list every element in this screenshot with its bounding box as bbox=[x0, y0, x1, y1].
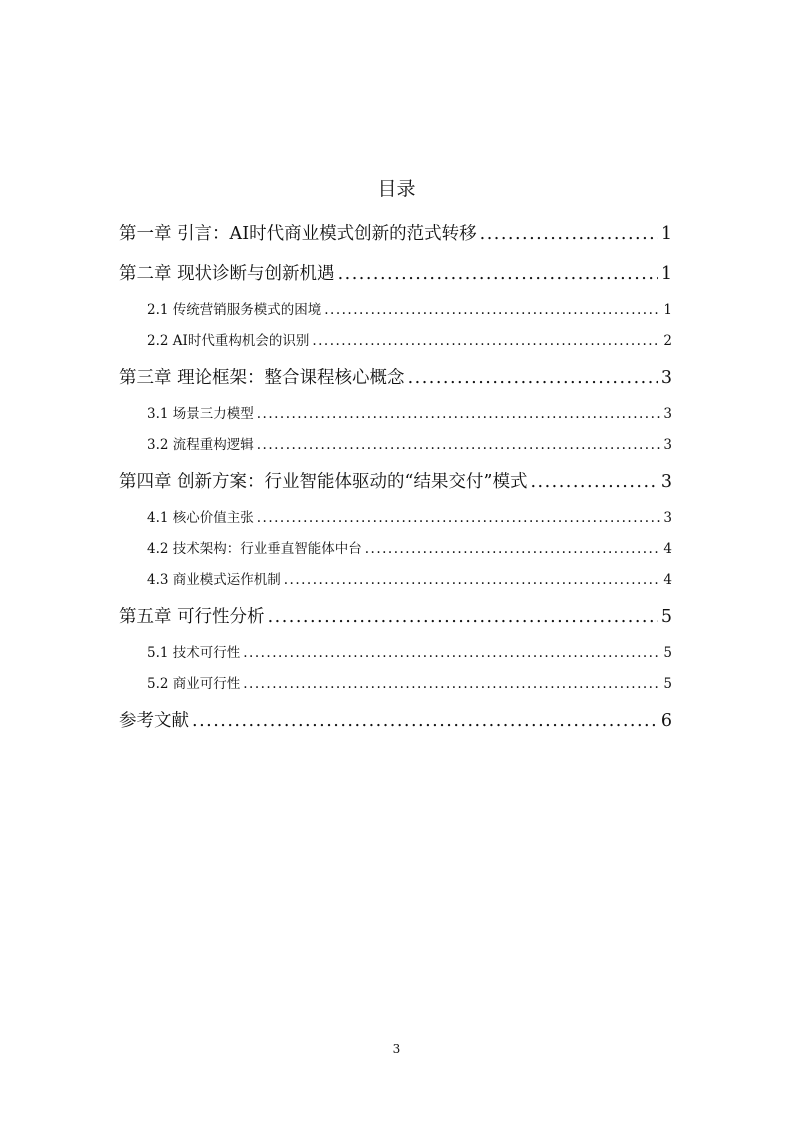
toc-entry-text: 4.1 核心价值主张 bbox=[147, 510, 254, 526]
dot-leader bbox=[312, 330, 660, 352]
toc-entry-section-4-1[interactable] bbox=[147, 507, 672, 529]
toc-entry-page: 6 bbox=[660, 711, 672, 731]
toc-entry-page: 1 bbox=[660, 224, 672, 244]
toc-title: 目录 bbox=[377, 178, 416, 200]
dot-leader bbox=[480, 221, 658, 247]
toc-entry-section-5-2[interactable] bbox=[147, 673, 672, 695]
toc-entry-page: 5 bbox=[663, 645, 672, 661]
dot-leader bbox=[284, 569, 661, 591]
toc-entry-page: 3 bbox=[663, 510, 672, 526]
toc-entry-page: 2 bbox=[663, 333, 672, 349]
toc-entry-chapter-2[interactable] bbox=[119, 261, 672, 287]
toc-entry-text: 3.2 流程重构逻辑 bbox=[147, 437, 254, 453]
toc-entry-page: 3 bbox=[660, 368, 672, 388]
dot-leader bbox=[192, 708, 658, 734]
toc-entry-page: 3 bbox=[663, 437, 672, 453]
dot-leader bbox=[243, 642, 660, 664]
toc-entry-text: 第二章 现状诊断与创新机遇 bbox=[119, 264, 335, 284]
toc-entry-chapter-3[interactable] bbox=[119, 365, 672, 391]
toc-entry-text: 2.2 AI时代重构机会的识别 bbox=[147, 333, 310, 349]
dot-leader bbox=[257, 507, 661, 529]
toc-entry-text: 2.1 传统营销服务模式的困境 bbox=[147, 302, 322, 318]
dot-leader bbox=[530, 469, 657, 495]
page-number: 3 bbox=[392, 1042, 401, 1056]
toc-entry-text: 第五章 可行性分析 bbox=[119, 607, 265, 627]
toc-entry-chapter-1[interactable] bbox=[119, 221, 672, 247]
dot-leader bbox=[338, 261, 658, 287]
toc-entry-text: 4.2 技术架构：行业垂直智能体中台 bbox=[147, 541, 362, 557]
toc-entry-chapter-5[interactable] bbox=[119, 604, 672, 630]
toc-entry-page: 3 bbox=[660, 472, 672, 492]
toc-entry-text: 参考文献 bbox=[119, 711, 189, 731]
toc-entry-text: 第一章 引言：AI时代商业模式创新的范式转移 bbox=[119, 224, 477, 244]
toc-entry-references[interactable] bbox=[119, 708, 672, 734]
dot-leader bbox=[324, 299, 660, 321]
dot-leader bbox=[243, 673, 660, 695]
toc-entry-section-3-2[interactable] bbox=[147, 434, 672, 456]
dot-leader bbox=[268, 604, 658, 630]
toc-entry-page: 1 bbox=[660, 264, 672, 284]
dot-leader bbox=[408, 365, 658, 391]
toc-entry-text: 第四章 创新方案：行业智能体驱动的“结果交付”模式 bbox=[119, 472, 528, 492]
toc-entry-section-4-2[interactable] bbox=[147, 538, 672, 560]
toc-entry-page: 1 bbox=[663, 302, 672, 318]
toc-entry-section-3-1[interactable] bbox=[147, 403, 672, 425]
toc-entry-text: 4.3 商业模式运作机制 bbox=[147, 572, 281, 588]
toc-entry-page: 4 bbox=[663, 541, 672, 557]
toc-entry-section-4-3[interactable] bbox=[147, 569, 672, 591]
toc-entry-text: 3.1 场景三力模型 bbox=[147, 406, 254, 422]
toc-entry-section-5-1[interactable] bbox=[147, 642, 672, 664]
dot-leader bbox=[257, 403, 661, 425]
toc-entry-page: 4 bbox=[663, 572, 672, 588]
toc-entry-page: 5 bbox=[663, 676, 672, 692]
toc-entry-text: 5.1 技术可行性 bbox=[147, 645, 241, 661]
toc-entry-page: 3 bbox=[663, 406, 672, 422]
toc-entry-text: 5.2 商业可行性 bbox=[147, 676, 241, 692]
toc-entry-page: 5 bbox=[660, 607, 672, 627]
toc-entry-section-2-1[interactable] bbox=[147, 299, 672, 321]
toc-entry-section-2-2[interactable] bbox=[147, 330, 672, 352]
toc-entry-text: 第三章 理论框架：整合课程核心概念 bbox=[119, 368, 405, 388]
dot-leader bbox=[365, 538, 661, 560]
toc-entry-chapter-4[interactable] bbox=[119, 469, 672, 495]
dot-leader bbox=[257, 434, 661, 456]
